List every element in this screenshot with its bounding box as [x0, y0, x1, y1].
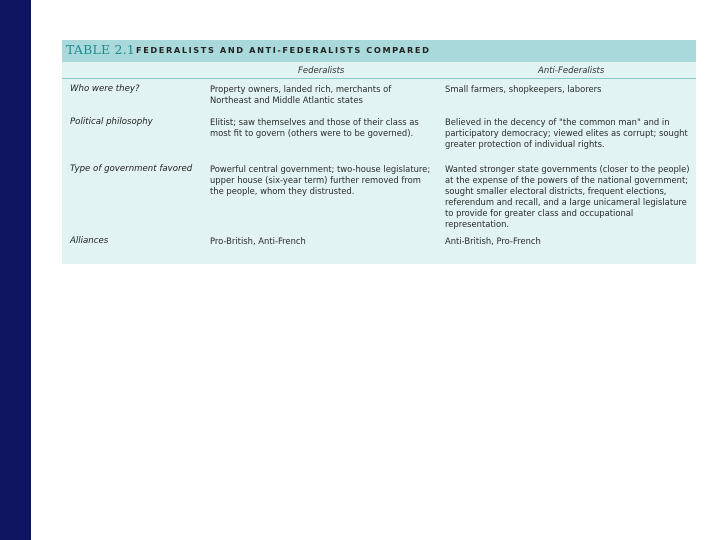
- column-header-anti-federalists: Anti-Federalists: [538, 66, 605, 76]
- row-label: Type of government favored: [70, 164, 193, 174]
- header-divider: [62, 78, 696, 79]
- row-label: Alliances: [70, 236, 109, 246]
- table-number: TABLE 2.1: [66, 42, 135, 57]
- cell-federalists: Property owners, landed rich, merchants of Northeast and Middle Atlantic states: [210, 84, 392, 105]
- sidebar-bar: [0, 0, 31, 540]
- comparison-table: [62, 40, 696, 264]
- table-header: [62, 40, 696, 62]
- cell-anti-federalists: Small farmers, shopkeepers, laborers: [445, 84, 602, 94]
- cell-anti-federalists: Wanted stronger state governments (closer to the people) at the expense of the powers of the national government; sought smaller electoral districts, frequent elections, referendum and recall, and a large unicameral legislature to provide for greater class and occupational representation.: [445, 164, 690, 229]
- cell-anti-federalists: Believed in the decency of "the common man" and in participatory democracy; viewed elites as corrupt; sought greater protection of individual rights.: [445, 117, 688, 149]
- cell-federalists: Elitist; saw themselves and those of their class as most fit to govern (others were to be governed).: [210, 117, 419, 138]
- row-label: Political philosophy: [70, 117, 153, 127]
- table-title: FEDERALISTS AND ANTI-FEDERALISTS COMPARED: [136, 45, 431, 55]
- cell-federalists: Powerful central government; two-house legislature; upper house (six-year term) further removed from the people, whom they distrusted.: [210, 164, 431, 196]
- row-label: Who were they?: [70, 84, 140, 94]
- column-header-federalists: Federalists: [298, 66, 345, 76]
- cell-federalists: Pro-British, Anti-French: [210, 236, 306, 246]
- cell-anti-federalists: Anti-British, Pro-French: [445, 236, 541, 246]
